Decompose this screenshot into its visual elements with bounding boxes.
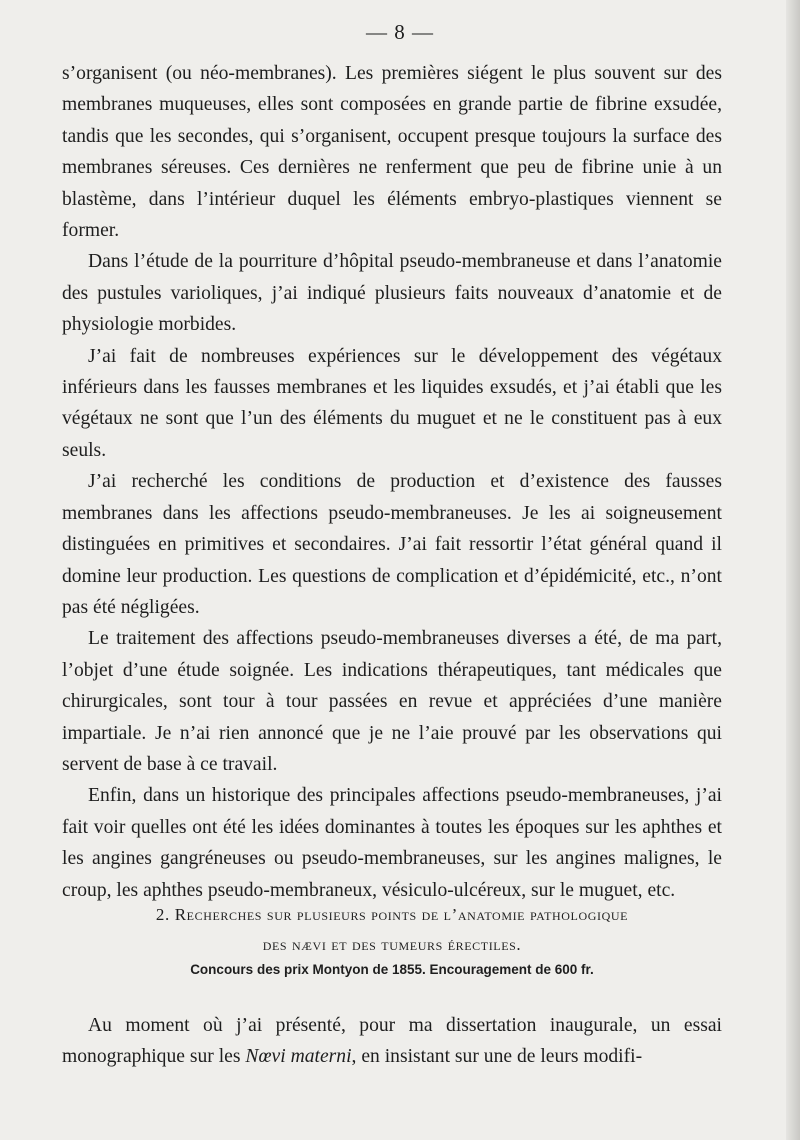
- closing-text-after: , en insistant sur une de leurs modifi-: [351, 1046, 643, 1068]
- paragraph-3: J’ai fait de nombreuses expériences sur le développement des végétaux inférieurs dans les fausses membranes et les liquides exsudés, et j’ai établi que les végétaux ne sont que l’un des éléments du muguet et ne le constituent pas à eux seuls.: [62, 345, 722, 461]
- section-title-line-1: 2. Recherches sur plusieurs points de l’anatomie pathologique: [155, 905, 629, 924]
- section-title: [62, 900, 722, 960]
- page-edge-shadow: [786, 0, 800, 1140]
- paragraph-5: Le traitement des affections pseudo-membraneuses diverses a été, de ma part, l’objet d’une étude soignée. Les indications thérapeutiques, tant médicales que chirurgicales, sont tour à tour passées en revue et appréciées d’une manière impartiale. Je n’ai rien annoncé que je ne l’aie prouvé par les observations qui servent de base à ce travail.: [62, 628, 722, 775]
- page-number: — 8 —: [366, 20, 434, 44]
- paragraph-1: s’organisent (ou néo-membranes). Les premières siégent le plus souvent sur des membranes muqueuses, elles sont composées en grande partie de fibrine exsudée, tandis que les secondes, qui s’organisent, occupent presque toujours la surface des membranes séreuses. Ces dernières ne renferment que peu de fibrine unie à un blastème, dans l’intérieur duquel les éléments embryo-plastiques viennent se former.: [62, 63, 722, 242]
- section-subtitle: Concours des prix Montyon de 1855. Encouragement de 600 fr.: [190, 962, 594, 977]
- closing-paragraph: [62, 1010, 722, 1073]
- paragraph-4: J’ai recherché les conditions de production et d’existence des fausses membranes dans les affections pseudo-membraneuses. Je les ai soigneusement distinguées en primitives et secondaires. J’ai fait ressortir l’état général quand il domine leur production. Les questions de complication et d’épidémicité, etc., n’ont pas été négligées.: [62, 471, 722, 618]
- paragraph-6: Enfin, dans un historique des principales affections pseudo-membraneuses, j’ai fait voir quelles ont été les idées dominantes à toutes les époques sur les aphthes et les angines gangréneuses ou pseudo-membraneuses, sur les angines malignes, le croup, les aphthes pseudo-membraneux, vésiculo-ulcéreux, sur le muguet, etc.: [62, 785, 722, 901]
- section-title-line-2: des nævi et des tumeurs érectiles.: [262, 935, 522, 954]
- closing-text-before: Au moment où j’ai présenté, pour ma dissertation inaugurale, un essai monographique sur les: [62, 1015, 722, 1068]
- closing-text: [62, 1010, 722, 1073]
- paragraph-2: Dans l’étude de la pourriture d’hôpital pseudo-membraneuse et dans l’anatomie des pustules varioliques, j’ai indiqué plusieurs faits nouveaux d’anatomie et de physiologie morbides.: [62, 251, 722, 336]
- body-text: [62, 58, 722, 906]
- closing-text-italic: Nœvi materni: [245, 1046, 352, 1068]
